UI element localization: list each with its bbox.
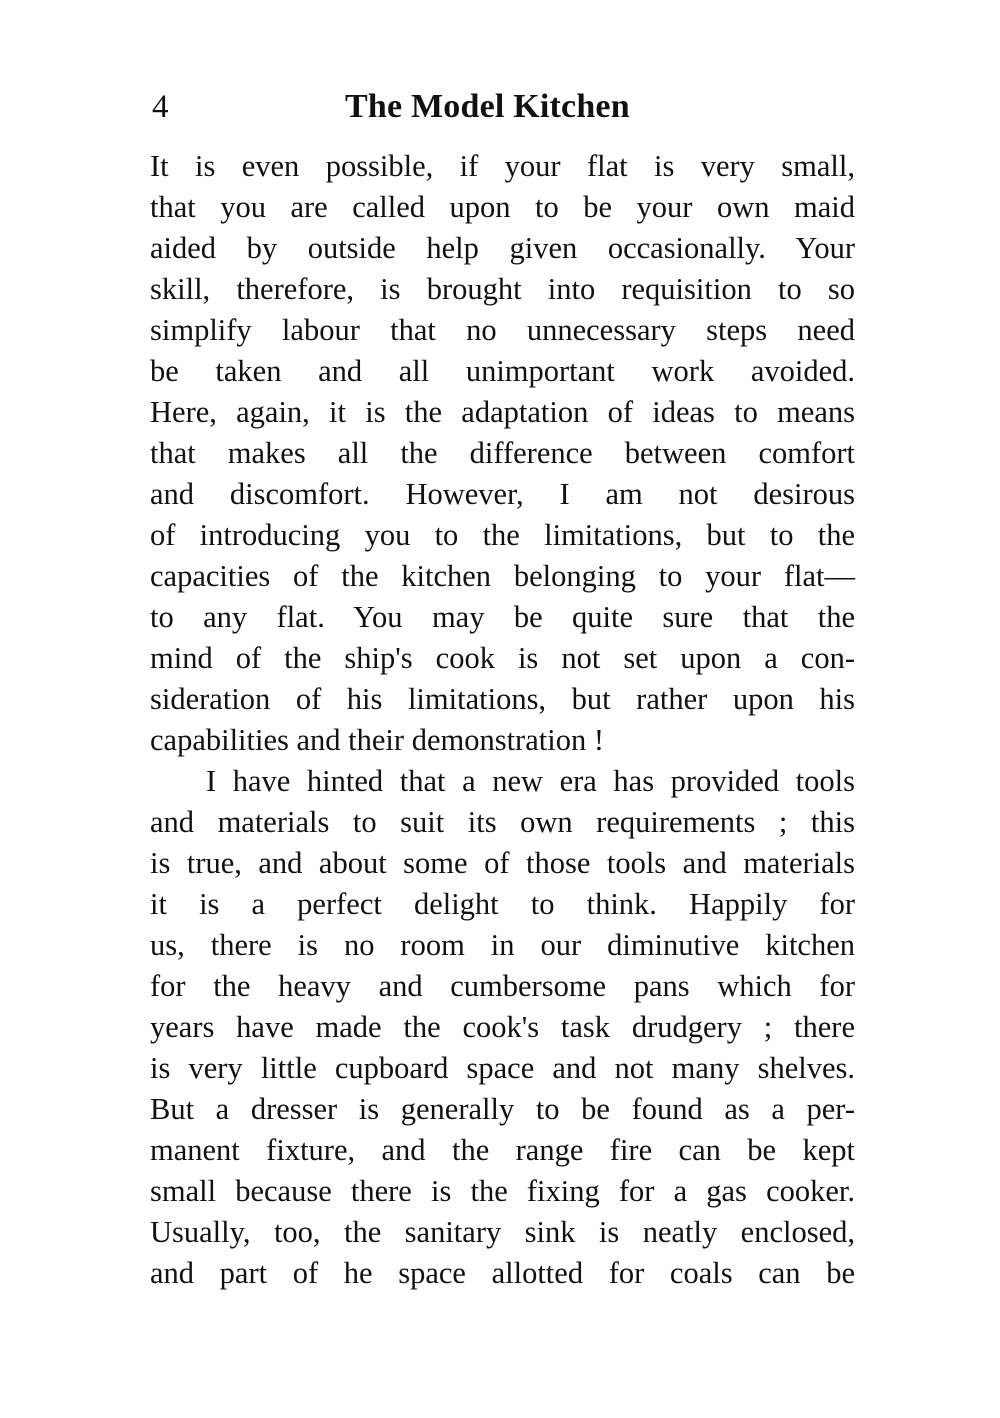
text-line: that you are called upon to be your own maid (150, 190, 855, 224)
text-line: small because there is the fixing for a gas cooker. (150, 1174, 855, 1208)
text-line: capabilities and their demonstration ! (150, 723, 604, 757)
body-text (150, 146, 855, 1294)
text-line: skill, therefore, is brought into requisition to so (150, 272, 855, 306)
text-line: of introducing you to the limitations, but to the (150, 518, 855, 552)
text-line: years have made the cook's task drudgery ; there (150, 1010, 855, 1044)
text-line: mind of the ship's cook is not set upon a con- (150, 641, 855, 675)
text-line: Here, again, it is the adaptation of ideas to means (150, 395, 855, 429)
text-line: manent fixture, and the range fire can be kept (150, 1133, 855, 1167)
text-line: is true, and about some of those tools and materials (150, 846, 855, 880)
text-line: it is a perfect delight to think. Happily for (150, 887, 855, 921)
text-line: simplify labour that no unnecessary steps need (150, 313, 855, 347)
text-line: and discomfort. However, I am not desirous (150, 477, 855, 511)
text-line: aided by outside help given occasionally. Your (150, 231, 855, 265)
text-line: It is even possible, if your flat is very small, (150, 149, 855, 183)
text-line: is very little cupboard space and not many shelves. (150, 1051, 855, 1085)
text-line: us, there is no room in our diminutive kitchen (150, 928, 855, 962)
text-line: be taken and all unimportant work avoided. (150, 354, 855, 388)
text-line: and part of he space allotted for coals can be (150, 1256, 855, 1290)
text-line: that makes all the difference between comfort (150, 436, 855, 470)
text-line: Usually, too, the sanitary sink is neatly enclosed, (150, 1215, 855, 1249)
text-line: I have hinted that a new era has provided tools (206, 764, 855, 798)
text-line: and materials to suit its own requirements ; this (150, 805, 855, 839)
text-line: for the heavy and cumbersome pans which for (150, 969, 855, 1003)
text-line: capacities of the kitchen belonging to your flat— (150, 559, 855, 593)
text-line: sideration of his limitations, but rather upon his (150, 682, 855, 716)
running-head: The Model Kitchen (345, 88, 630, 125)
text-line: But a dresser is generally to be found as a per- (150, 1092, 855, 1126)
text-line: to any flat. You may be quite sure that the (150, 600, 855, 634)
page-header (150, 82, 855, 132)
page-number: 4 (152, 89, 169, 125)
